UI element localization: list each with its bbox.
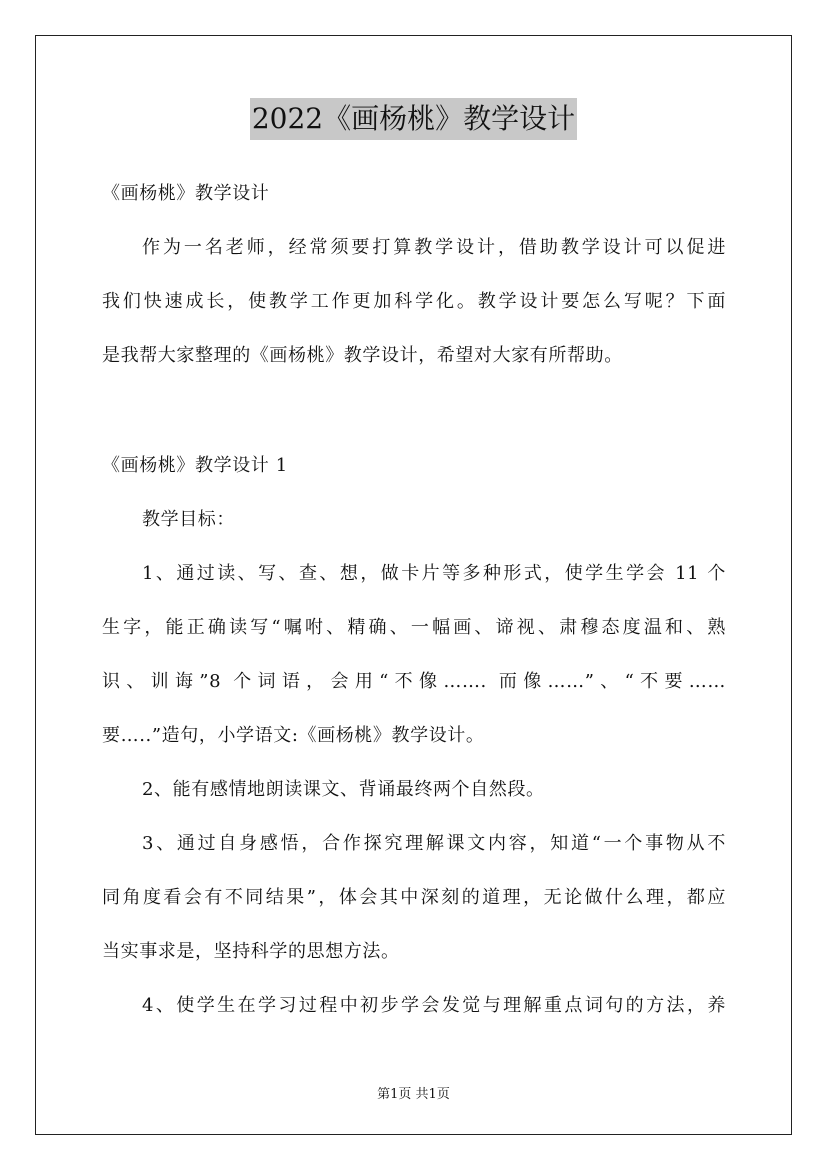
paragraph-line: 识、训诲”8 个词语，会用“不像……. 而像……”、“不要…… <box>102 671 726 692</box>
paragraph-line: 教学目标： <box>142 509 235 530</box>
document-title: 2022《画杨桃》教学设计 <box>250 98 577 140</box>
paragraph-line: 生字，能正确读写“嘱咐、精确、一幅画、谛视、肃穆态度温和、熟 <box>102 617 726 638</box>
paragraph-line: 我们快速成长，使教学工作更加科学化。教学设计要怎么写呢？下面 <box>102 291 726 312</box>
section-heading: 《画杨桃》教学设计 1 <box>102 455 288 476</box>
paragraph-line: 当实事求是，坚持科学的思想方法。 <box>102 941 400 962</box>
paragraph-line: 4、使学生在学习过程中初步学会发觉与理解重点词句的方法，养 <box>142 995 726 1016</box>
paragraph-line: 1、通过读、写、查、想，做卡片等多种形式，使学生学会 11 个 <box>142 563 726 584</box>
paragraph-line: 要…..”造句，小学语文:《画杨桃》教学设计。 <box>102 725 485 746</box>
section-heading: 《画杨桃》教学设计 <box>102 183 270 204</box>
paragraph-line: 3、通过自身感悟，合作探究理解课文内容，知道“一个事物从不 <box>142 833 726 854</box>
page-footer: 第1页 共1页 <box>377 1087 450 1102</box>
paragraph-line: 2、能有感情地朗读课文、背诵最终两个自然段。 <box>142 779 545 800</box>
paragraph-line: 作为一名老师，经常须要打算教学设计，借助教学设计可以促进 <box>142 237 726 258</box>
title-wrap <box>0 98 827 140</box>
paragraph-line: 同角度看会有不同结果”，体会其中深刻的道理，无论做什么理，都应 <box>102 887 726 908</box>
paragraph-line: 是我帮大家整理的《画杨桃》教学设计，希望对大家有所帮助。 <box>102 345 623 366</box>
